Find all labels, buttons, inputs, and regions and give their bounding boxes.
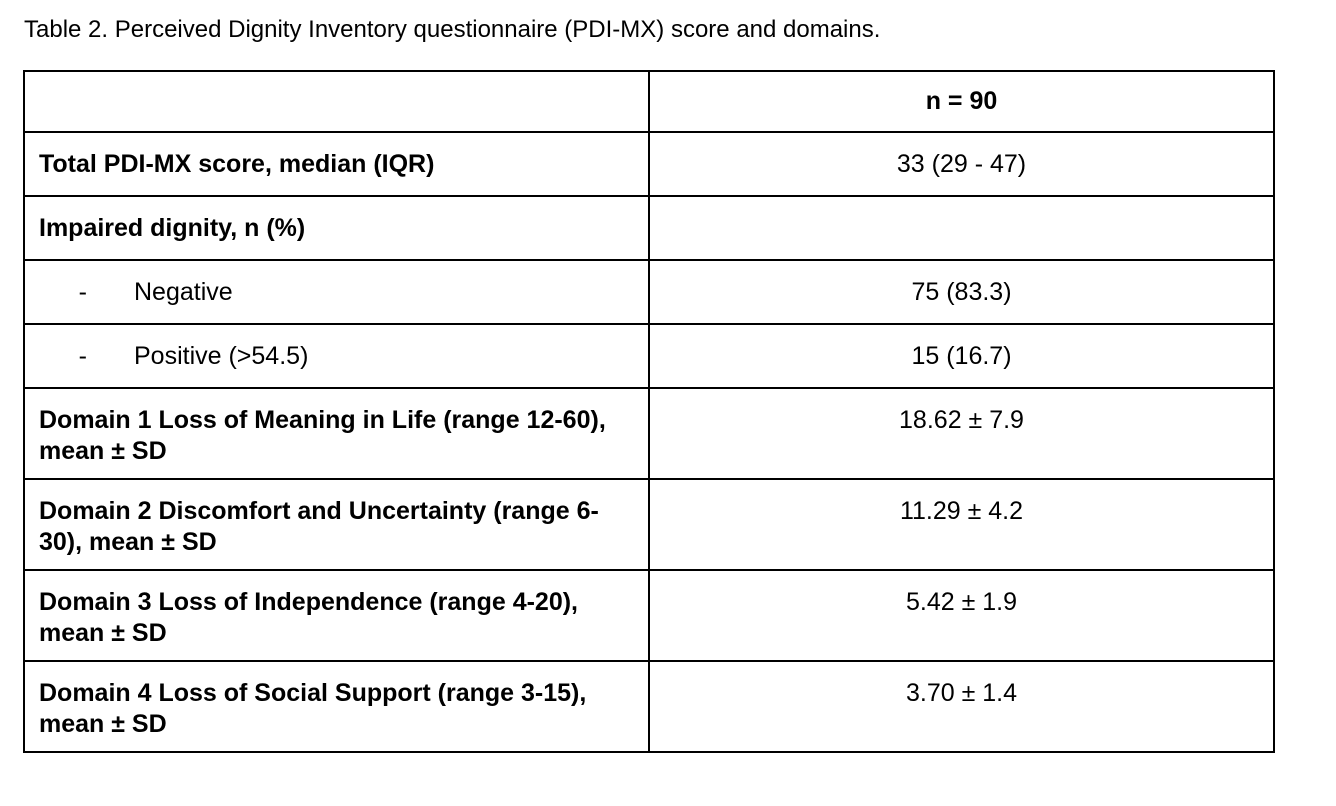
row-value-impaired-dignity <box>649 196 1274 260</box>
table-row <box>24 196 1274 260</box>
table-row <box>24 661 1274 752</box>
bullet-dash: - <box>78 341 87 370</box>
table-row <box>24 132 1274 196</box>
table-row <box>24 388 1274 479</box>
table-row <box>24 260 1274 324</box>
sub-label-text: Negative <box>134 277 233 306</box>
row-value-positive: 15 (16.7) <box>649 324 1274 388</box>
sub-label-text: Positive (>54.5) <box>134 341 309 370</box>
row-label-total-score: Total PDI-MX score, median (IQR) <box>24 132 649 196</box>
row-label-domain-3: Domain 3 Loss of Independence (range 4-20), mean ± SD <box>24 570 649 661</box>
table-header-row <box>24 71 1274 132</box>
row-value-domain-3: 5.42 ± 1.9 <box>649 570 1274 661</box>
row-label-domain-2: Domain 2 Discomfort and Uncertainty (range 6-30), mean ± SD <box>24 479 649 570</box>
row-label-domain-4: Domain 4 Loss of Social Support (range 3-15), mean ± SD <box>24 661 649 752</box>
row-label-positive <box>24 324 649 388</box>
row-label-domain-1: Domain 1 Loss of Meaning in Life (range 12-60), mean ± SD <box>24 388 649 479</box>
table-row <box>24 324 1274 388</box>
table-row <box>24 479 1274 570</box>
row-value-negative: 75 (83.3) <box>649 260 1274 324</box>
table-row <box>24 570 1274 661</box>
bullet-dash: - <box>78 277 87 306</box>
pdi-mx-table <box>23 70 1275 753</box>
row-label-impaired-dignity: Impaired dignity, n (%) <box>24 196 649 260</box>
row-value-domain-4: 3.70 ± 1.4 <box>649 661 1274 752</box>
row-value-total-score: 33 (29 - 47) <box>649 132 1274 196</box>
header-label-cell <box>24 71 649 132</box>
row-value-domain-1: 18.62 ± 7.9 <box>649 388 1274 479</box>
row-value-domain-2: 11.29 ± 4.2 <box>649 479 1274 570</box>
table-caption: Table 2. Perceived Dignity Inventory questionnaire (PDI-MX) score and domains. <box>24 16 881 43</box>
header-sample-size: n = 90 <box>649 71 1274 132</box>
row-label-negative <box>24 260 649 324</box>
